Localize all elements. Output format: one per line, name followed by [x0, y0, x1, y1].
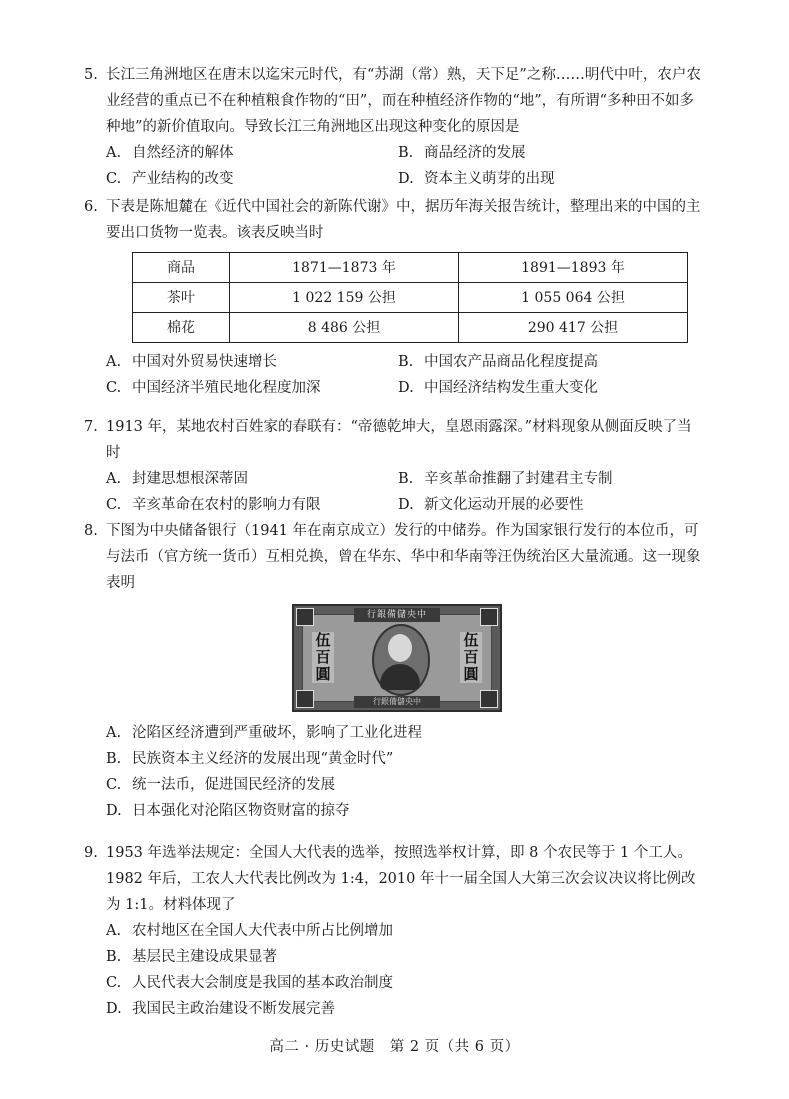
question-7 [84, 414, 706, 518]
option-c[interactable] [106, 772, 706, 798]
option-label: C. [106, 171, 122, 187]
option-label: B. [398, 145, 414, 161]
table-cell: 茶叶 [133, 283, 230, 313]
corner-ornament-icon [480, 608, 498, 626]
banknote-denomination-right: 伍百圓 [460, 632, 482, 683]
option-d[interactable] [106, 798, 706, 824]
option-text: 日本强化对沦陷区物资财富的掠夺 [132, 803, 350, 819]
table-cell: 1 055 064 公担 [459, 283, 688, 313]
corner-ornament-icon [296, 690, 314, 708]
option-label: A. [106, 471, 122, 487]
option-text: 中国对外贸易快速增长 [132, 354, 277, 370]
option-d[interactable] [398, 492, 690, 518]
corner-ornament-icon [296, 608, 314, 626]
option-text: 新文化运动开展的必要性 [424, 497, 584, 513]
option-text: 基层民主建设成果显著 [132, 949, 277, 965]
option-d[interactable] [398, 166, 690, 192]
option-c[interactable] [106, 492, 398, 518]
table-cell: 8 486 公担 [230, 313, 459, 343]
option-label: D. [398, 497, 414, 513]
question-text: 1913 年，某地农村百姓家的春联有：“帝德乾坤大，皇恩雨露深。”材料现象从侧面反映了当时 [106, 419, 692, 461]
banknote-bank-name: 行銀備儲央中 [354, 608, 440, 622]
question-6 [84, 194, 706, 401]
option-b[interactable] [398, 466, 690, 492]
question-number: 9. [84, 845, 98, 861]
option-label: A. [106, 923, 122, 939]
table-header: 1891—1893 年 [459, 253, 688, 283]
option-text: 商品经济的发展 [424, 145, 526, 161]
option-label: D. [398, 171, 414, 187]
options [84, 466, 706, 518]
table-cell: 290 417 公担 [459, 313, 688, 343]
banknote-bottom-text: 行銀備儲央中 [354, 696, 440, 708]
question-9 [84, 840, 706, 1022]
option-a[interactable] [106, 918, 706, 944]
portrait-icon [372, 624, 430, 696]
option-label: D. [106, 1001, 122, 1017]
question-text: 下表是陈旭麓在《近代中国社会的新陈代谢》中，据历年海关报告统计，整理出来的中国的主要出口货物一览表。该表反映当时 [106, 199, 701, 241]
portrait-body [380, 664, 420, 690]
export-table [132, 252, 688, 343]
question-number: 5. [84, 67, 98, 83]
table-header-row [133, 253, 688, 283]
option-text: 中国农产品商品化程度提高 [424, 354, 598, 370]
option-c[interactable] [106, 970, 706, 996]
option-text: 沦陷区经济遭到严重破坏，影响了工业化进程 [132, 725, 422, 741]
table-row [133, 283, 688, 313]
option-label: D. [398, 380, 414, 396]
option-label: D. [106, 803, 122, 819]
option-label: A. [106, 725, 122, 741]
option-text: 民族资本主义经济的发展出现“黄金时代” [132, 751, 394, 767]
option-label: B. [398, 471, 414, 487]
table-header: 1871—1873 年 [230, 253, 459, 283]
option-text: 中国经济半殖民地化程度加深 [132, 380, 321, 396]
page-footer: 高二 · 历史试题 第 2 页（共 6 页） [269, 1039, 520, 1055]
option-b[interactable] [106, 944, 706, 970]
table-cell: 棉花 [133, 313, 230, 343]
option-a[interactable] [106, 720, 706, 746]
option-a[interactable] [106, 466, 398, 492]
option-b[interactable] [398, 349, 690, 375]
question-text: 1953 年选举法规定：全国人大代表的选举，按照选举权计算，即 8 个农民等于 1 个工人。1982 年后，工农人大代表比例改为 1:4，2010 年十一届全国人大第三次会议决议将比例改为 1:1。材料体现了 [106, 845, 696, 913]
option-text: 产业结构的改变 [132, 171, 234, 187]
option-b[interactable] [398, 140, 690, 166]
option-d[interactable] [398, 375, 690, 401]
option-a[interactable] [106, 140, 398, 166]
option-label: C. [106, 975, 122, 991]
option-c[interactable] [106, 375, 398, 401]
option-d[interactable] [106, 996, 706, 1022]
question-number: 7. [84, 419, 98, 435]
option-text: 我国民主政治建设不断发展完善 [132, 1001, 335, 1017]
option-label: B. [106, 949, 122, 965]
option-label: A. [106, 145, 122, 161]
question-5 [84, 62, 706, 192]
option-label: A. [106, 354, 122, 370]
question-number: 6. [84, 199, 98, 215]
options [84, 140, 706, 192]
table-header: 商品 [133, 253, 230, 283]
question-text: 下图为中央储备银行（1941 年在南京成立）发行的中储券。作为国家银行发行的本位币，可与法币（官方统一货币）互相兑换，曾在华东、华中和华南等汪伪统治区大量流通。这一现象表明 [106, 523, 701, 591]
option-label: C. [106, 497, 122, 513]
question-text: 长江三角洲地区在唐末以迄宋元时代，有“苏湖（常）熟，天下足”之称……明代中叶，农户农业经营的重点已不在种植粮食作物的“田”，而在种植经济作物的“地”，有所谓“多种田不如多种地”的新价值取向。导致长江三角洲地区出现这种变化的原因是 [106, 67, 701, 135]
option-label: B. [398, 354, 414, 370]
option-text: 农村地区在全国人大代表中所占比例增加 [132, 923, 393, 939]
question-stem [84, 194, 706, 246]
options [84, 918, 706, 1022]
option-text: 统一法币，促进国民经济的发展 [132, 777, 335, 793]
option-text: 中国经济结构发生重大变化 [424, 380, 598, 396]
option-text: 封建思想根深蒂固 [132, 471, 248, 487]
options [84, 349, 706, 401]
corner-ornament-icon [480, 690, 498, 708]
option-text: 资本主义萌芽的出现 [424, 171, 555, 187]
option-b[interactable] [106, 746, 706, 772]
question-number: 8. [84, 523, 98, 539]
question-stem [84, 518, 706, 596]
banknote-denomination-left: 伍百圓 [312, 632, 334, 683]
option-text: 辛亥革命在农村的影响力有限 [132, 497, 321, 513]
option-text: 自然经济的解体 [132, 145, 234, 161]
banknote-image [292, 604, 502, 712]
portrait-head [388, 634, 412, 662]
option-label: C. [106, 777, 122, 793]
option-a[interactable] [106, 349, 398, 375]
question-stem [84, 62, 706, 140]
table-row [133, 313, 688, 343]
option-label: B. [106, 751, 122, 767]
question-8 [84, 518, 706, 824]
options [84, 720, 706, 824]
option-text: 人民代表大会制度是我国的基本政治制度 [132, 975, 393, 991]
table-cell: 1 022 159 公担 [230, 283, 459, 313]
option-label: C. [106, 380, 122, 396]
option-text: 辛亥革命推翻了封建君主专制 [424, 471, 613, 487]
question-stem [84, 414, 706, 466]
option-c[interactable] [106, 166, 398, 192]
question-stem [84, 840, 706, 918]
